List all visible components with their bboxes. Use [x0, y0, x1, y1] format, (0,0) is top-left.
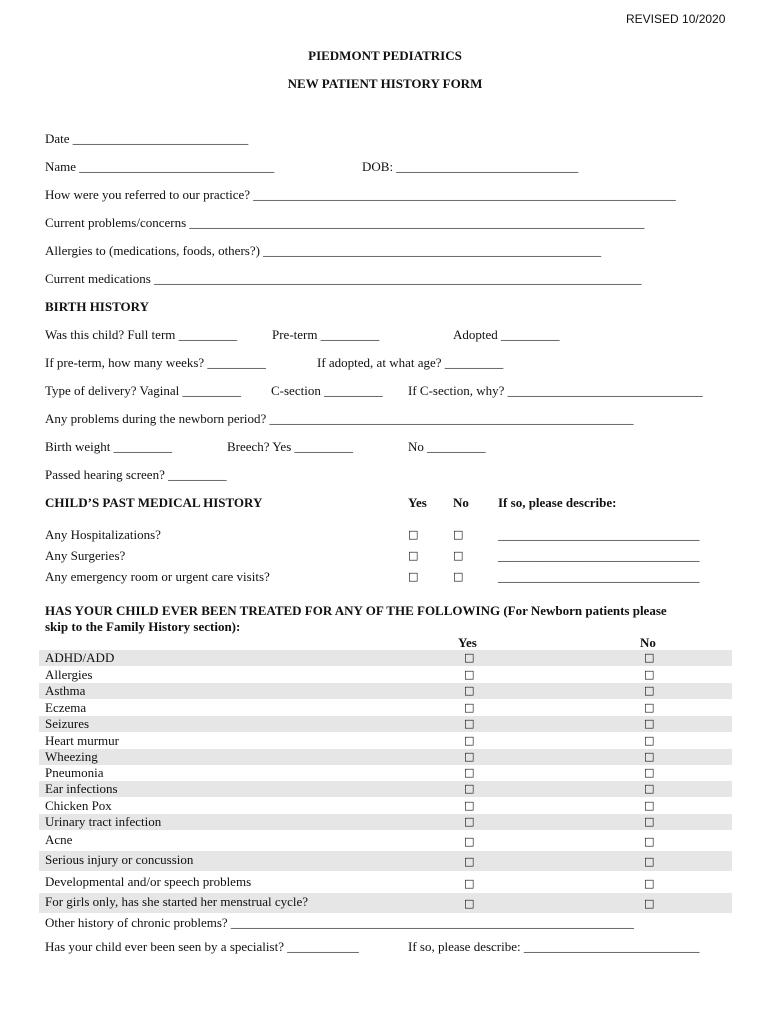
treated-heading-line2: skip to the Family History section): [45, 619, 241, 634]
condition-label: For girls only, has she started her menstrual cycle? [45, 894, 309, 909]
birth-weight-field[interactable]: Birth weight _________ [45, 439, 173, 454]
condition-label: Seizures [45, 716, 90, 731]
condition-no-checkbox[interactable]: □ [644, 799, 655, 812]
condition-no-checkbox[interactable]: □ [644, 684, 655, 697]
condition-no-checkbox[interactable]: □ [644, 766, 655, 779]
referral-field[interactable]: How were you referred to our practice? _________________________________________________________________ [45, 187, 676, 202]
vaginal-delivery-field[interactable]: Type of delivery? Vaginal _________ [45, 383, 241, 398]
full-term-field[interactable]: Was this child? Full term _________ [45, 327, 238, 342]
past-medical-describe-header: If so, please describe: [498, 495, 617, 510]
past-medical-no-header: No [453, 495, 469, 510]
practice-name: PIEDMONT PEDIATRICS [308, 48, 462, 63]
surgeries-no-checkbox[interactable]: □ [453, 549, 464, 562]
condition-yes-checkbox[interactable]: □ [464, 877, 475, 890]
condition-row-developmental [39, 873, 732, 893]
condition-label: Urinary tract infection [45, 814, 162, 829]
condition-no-checkbox[interactable]: □ [644, 734, 655, 747]
condition-row-seizures [39, 716, 732, 732]
pre-term-field[interactable]: Pre-term _________ [272, 327, 380, 342]
medications-field[interactable]: Current medications ___________________________________________________________________________ [45, 271, 642, 286]
condition-yes-checkbox[interactable]: □ [464, 766, 475, 779]
condition-yes-checkbox[interactable]: □ [464, 855, 475, 868]
condition-yes-checkbox[interactable]: □ [464, 750, 475, 763]
condition-label: Eczema [45, 700, 87, 715]
er-visits-label: Any emergency room or urgent care visits? [45, 569, 270, 584]
condition-yes-checkbox[interactable]: □ [464, 734, 475, 747]
condition-row-injury [39, 851, 732, 871]
hospitalizations-label: Any Hospitalizations? [45, 527, 161, 542]
condition-row-ear-infections [39, 781, 732, 797]
treated-no-header: No [640, 635, 656, 650]
revised-date: REVISED 10/2020 [626, 12, 726, 26]
condition-row-allergies [39, 667, 732, 683]
problems-field[interactable]: Current problems/concerns ______________________________________________________________________ [45, 215, 645, 230]
treated-yes-header: Yes [458, 635, 477, 650]
condition-label: Ear infections [45, 781, 118, 796]
hospitalizations-yes-checkbox[interactable]: □ [408, 528, 419, 541]
condition-no-checkbox[interactable]: □ [644, 855, 655, 868]
condition-row-acne [39, 831, 732, 851]
surgeries-yes-checkbox[interactable]: □ [408, 549, 419, 562]
condition-row-pneumonia [39, 765, 732, 781]
newborn-problems-field[interactable]: Any problems during the newborn period? ________________________________________________________ [45, 411, 634, 426]
condition-row-adhd [39, 650, 732, 666]
date-field[interactable]: Date ___________________________ [45, 131, 249, 146]
condition-no-checkbox[interactable]: □ [644, 668, 655, 681]
csection-reason-field[interactable]: If C-section, why? ______________________________ [408, 383, 703, 398]
preterm-weeks-field[interactable]: If pre-term, how many weeks? _________ [45, 355, 266, 370]
hospitalizations-no-checkbox[interactable]: □ [453, 528, 464, 541]
condition-label: Acne [45, 832, 73, 847]
condition-yes-checkbox[interactable]: □ [464, 717, 475, 730]
surgeries-label: Any Surgeries? [45, 548, 126, 563]
er-visits-no-checkbox[interactable]: □ [453, 570, 464, 583]
condition-yes-checkbox[interactable]: □ [464, 701, 475, 714]
adopted-age-field[interactable]: If adopted, at what age? _________ [317, 355, 504, 370]
condition-row-chicken-pox [39, 798, 732, 814]
condition-label: Asthma [45, 683, 86, 698]
specialist-describe-field[interactable]: If so, please describe: ___________________________ [408, 939, 700, 954]
chronic-problems-field[interactable]: Other history of chronic problems? ______________________________________________________________ [45, 915, 634, 930]
condition-no-checkbox[interactable]: □ [644, 651, 655, 664]
condition-yes-checkbox[interactable]: □ [464, 815, 475, 828]
condition-label: ADHD/ADD [45, 650, 115, 665]
hearing-screen-field[interactable]: Passed hearing screen? _________ [45, 467, 227, 482]
condition-label: Developmental and/or speech problems [45, 874, 252, 889]
condition-label: Heart murmur [45, 733, 120, 748]
hospitalizations-describe-field[interactable]: _______________________________ [498, 527, 700, 542]
condition-yes-checkbox[interactable]: □ [464, 684, 475, 697]
condition-no-checkbox[interactable]: □ [644, 782, 655, 795]
condition-yes-checkbox[interactable]: □ [464, 651, 475, 664]
condition-label: Wheezing [45, 749, 98, 764]
condition-row-uti [39, 814, 732, 830]
specialist-field[interactable]: Has your child ever been seen by a specialist? ___________ [45, 939, 359, 954]
past-medical-yes-header: Yes [408, 495, 427, 510]
condition-no-checkbox[interactable]: □ [644, 897, 655, 910]
condition-no-checkbox[interactable]: □ [644, 750, 655, 763]
dob-field[interactable]: DOB: ____________________________ [362, 159, 579, 174]
er-visits-describe-field[interactable]: _______________________________ [498, 569, 700, 584]
condition-label: Serious injury or concussion [45, 852, 194, 867]
condition-label: Chicken Pox [45, 798, 112, 813]
condition-no-checkbox[interactable]: □ [644, 815, 655, 828]
condition-yes-checkbox[interactable]: □ [464, 835, 475, 848]
condition-row-wheezing [39, 749, 732, 765]
condition-row-heart-murmur [39, 733, 732, 749]
condition-no-checkbox[interactable]: □ [644, 877, 655, 890]
condition-yes-checkbox[interactable]: □ [464, 799, 475, 812]
condition-no-checkbox[interactable]: □ [644, 835, 655, 848]
er-visits-yes-checkbox[interactable]: □ [408, 570, 419, 583]
name-field[interactable]: Name ______________________________ [45, 159, 275, 174]
condition-label: Allergies [45, 667, 93, 682]
treated-heading-line1: HAS YOUR CHILD EVER BEEN TREATED FOR ANY OF THE FOLLOWING (For Newborn patients please [45, 603, 667, 618]
adopted-field[interactable]: Adopted _________ [453, 327, 560, 342]
condition-label: Pneumonia [45, 765, 104, 780]
condition-row-menstrual [39, 893, 732, 913]
condition-no-checkbox[interactable]: □ [644, 717, 655, 730]
csection-field[interactable]: C-section _________ [271, 383, 383, 398]
condition-yes-checkbox[interactable]: □ [464, 897, 475, 910]
past-medical-heading: CHILD’S PAST MEDICAL HISTORY [45, 495, 263, 510]
form-title: NEW PATIENT HISTORY FORM [287, 76, 483, 91]
breech-yes-field[interactable]: Breech? Yes _________ [227, 439, 354, 454]
allergies-field[interactable]: Allergies to (medications, foods, others?) ____________________________________________________ [45, 243, 602, 258]
surgeries-describe-field[interactable]: _______________________________ [498, 548, 700, 563]
condition-yes-checkbox[interactable]: □ [464, 668, 475, 681]
birth-history-heading: BIRTH HISTORY [45, 299, 149, 314]
breech-no-field[interactable]: No _________ [408, 439, 486, 454]
condition-no-checkbox[interactable]: □ [644, 701, 655, 714]
condition-row-asthma [39, 683, 732, 699]
condition-yes-checkbox[interactable]: □ [464, 782, 475, 795]
condition-row-eczema [39, 700, 732, 716]
